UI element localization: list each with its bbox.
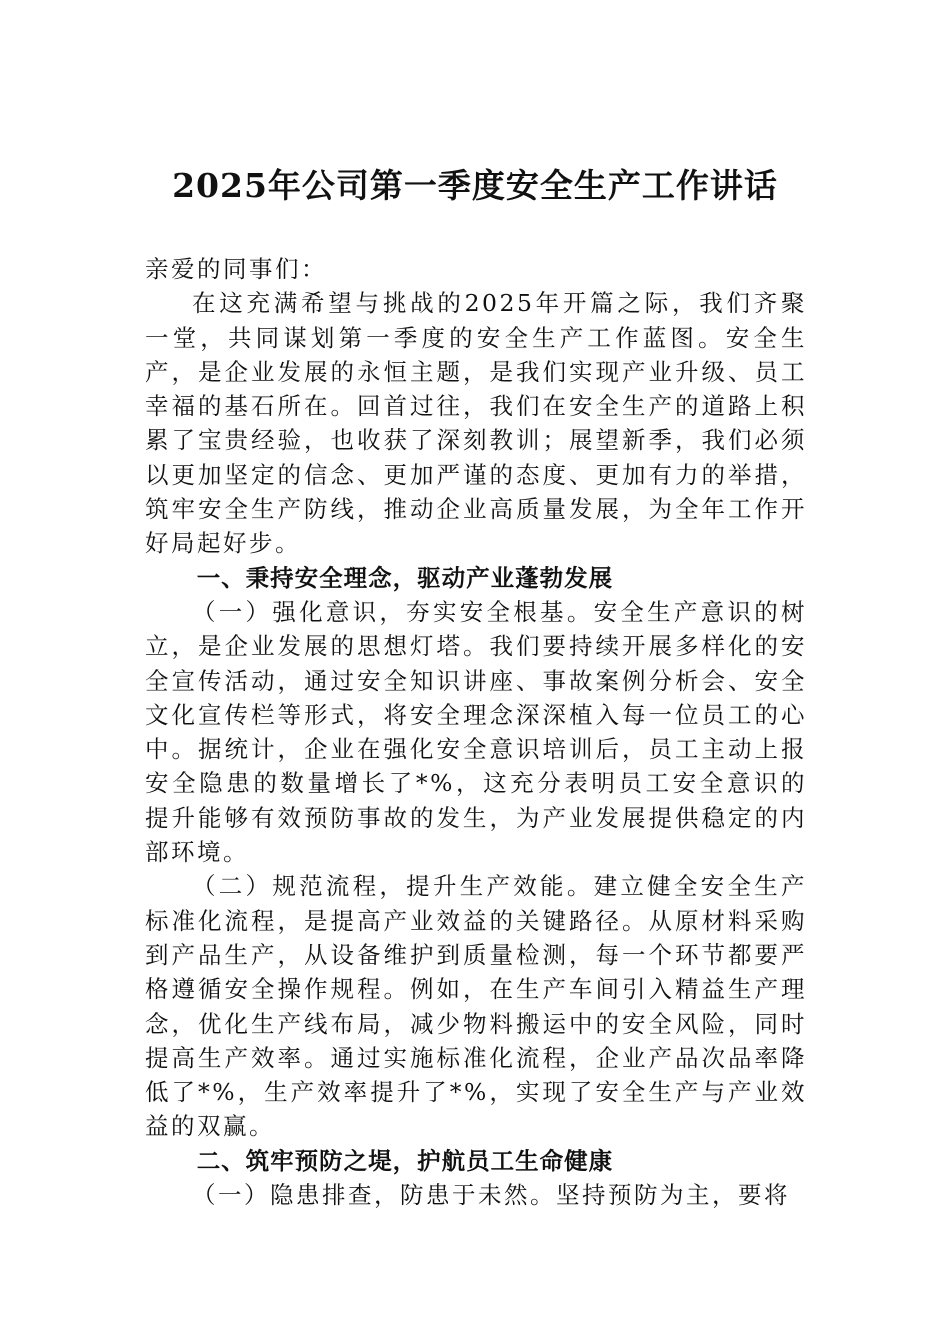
document-title: 2025年公司第一季度安全生产工作讲话 xyxy=(172,166,778,205)
section-1-heading: 一、秉持安全理念，驱动产业蓬勃发展 xyxy=(196,563,614,592)
intro-paragraph: 在这充满希望与挑战的2025年开篇之际，我们齐聚一堂，共同谋划第一季度的安全生产工作蓝图。安全生产，是企业发展的永恒主题，是我们实现产业升级、员工幸福的基石所在。回首过往，我们在安全生产的道路上积累了宝贵经验，也收获了深刻教训；展望新季，我们必须以更加坚定的信念、更加严谨的态度、更加有力的举措，筑牢安全生产防线，推动企业高质量发展，为全年工作开好局起好步。 xyxy=(145,289,807,558)
document-body xyxy=(145,252,807,1212)
section-2-paragraph-1: （一）隐患排查，防患于未然。坚持预防为主，要将 xyxy=(192,1181,790,1210)
section-1-paragraph-2: （二）规范流程，提升生产效能。建立健全安全生产标准化流程，是提高产业效益的关键路径。从原材料采购到产品生产，从设备维护到质量检测，每一个环节都要严格遵循安全操作规程。例如，在生产车间引入精益生产理念，优化生产线布局，减少物料搬运中的安全风险，同时提高生产效率。通过实施标准化流程，企业产品次品率降低了*%，生产效率提升了*%，实现了安全生产与产业效益的双赢。 xyxy=(145,872,807,1141)
section-2-heading: 二、筑牢预防之堤，护航员工生命健康 xyxy=(196,1146,614,1175)
section-1-paragraph-1: （一）强化意识，夯实安全根基。安全生产意识的树立，是企业发展的思想灯塔。我们要持续开展多样化的安全宣传活动，通过安全知识讲座、事故案例分析会、安全文化宣传栏等形式，将安全理念深深植入每一位员工的心中。据统计，企业在强化安全意识培训后，员工主动上报安全隐患的数量增长了*%，这充分表明员工安全意识的提升能够有效预防事故的发生，为产业发展提供稳定的内部环境。 xyxy=(145,597,807,867)
salutation: 亲爱的同事们： xyxy=(145,255,327,283)
